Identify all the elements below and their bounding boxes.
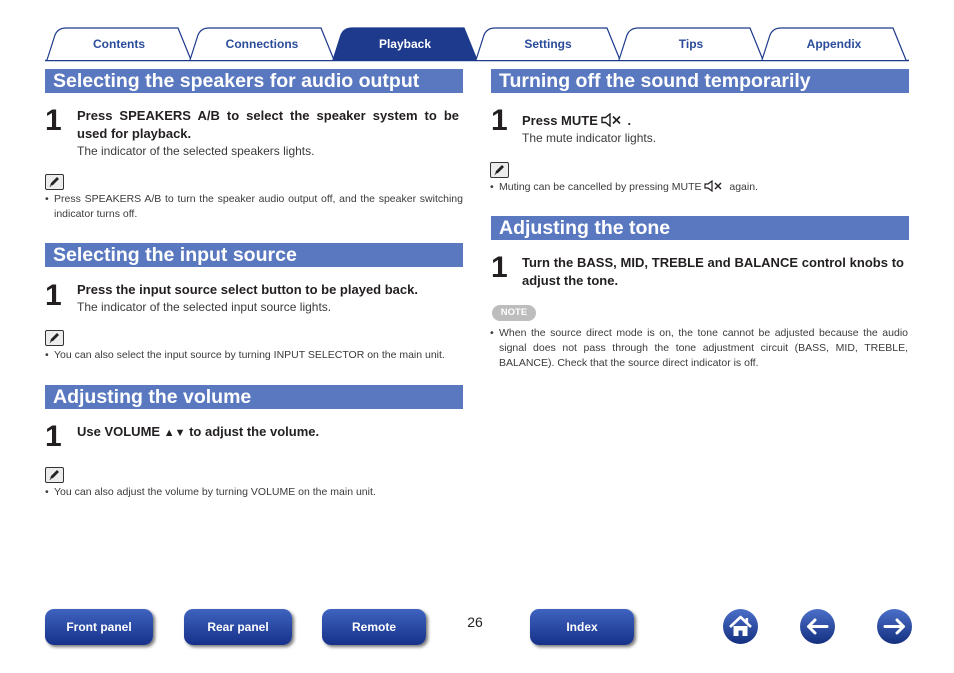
front-panel-button[interactable]: Front panel	[45, 609, 153, 645]
section-title-tone: Adjusting the tone	[491, 216, 909, 240]
note-body: When the source direct mode is on, the tone cannot be adjusted because the audio signal does not pass through the tone adjustment circuit (BASS, MID, TREBLE, BALANCE). Check that the source direct indicator is off.	[499, 327, 908, 369]
tab-playback[interactable]: Playback	[378, 37, 432, 51]
step-number: 1	[491, 251, 508, 284]
home-button[interactable]	[722, 608, 759, 645]
note-bullet: •	[490, 327, 494, 339]
tab-outlines	[0, 0, 954, 64]
section-title-volume: Adjusting the volume	[45, 385, 463, 409]
speaker-mute-icon	[704, 180, 726, 192]
step-number: 1	[45, 420, 62, 453]
tab-contents[interactable]: Contents	[93, 37, 145, 51]
step-instruction	[522, 112, 908, 130]
page-number: 26	[467, 614, 483, 630]
note-body-before: Muting can be cancelled by pressing MUTE	[499, 181, 705, 193]
speaker-mute-icon	[601, 113, 627, 127]
step-text-before: Press MUTE	[522, 113, 602, 128]
step-instruction	[77, 423, 463, 442]
note-body: You can also adjust the volume by turning VOLUME on the main unit.	[54, 486, 376, 498]
tab-connections[interactable]: Connections	[225, 37, 299, 51]
rear-panel-button[interactable]: Rear panel	[184, 609, 292, 645]
note-body-after: again.	[726, 181, 758, 193]
note-text	[45, 348, 465, 363]
section-title-speakers: Selecting the speakers for audio output	[45, 69, 463, 93]
note-bullet: •	[490, 181, 494, 193]
tab-settings[interactable]: Settings	[524, 37, 572, 51]
index-button[interactable]: Index	[530, 609, 634, 645]
note-text	[490, 326, 908, 371]
section-title-input-source: Selecting the input source	[45, 243, 463, 267]
pencil-icon	[45, 174, 64, 190]
arrow-right-icon	[876, 608, 913, 645]
tab-appendix[interactable]: Appendix	[806, 37, 862, 51]
pencil-icon	[45, 467, 64, 483]
step-instruction: Press SPEAKERS A/B to select the speaker system to be used for playback.	[77, 108, 459, 141]
section-title-mute: Turning off the sound temporarily	[491, 69, 909, 93]
pencil-icon	[45, 330, 64, 346]
note-body: Press SPEAKERS A/B to turn the speaker audio output off, and the speaker switching indicator turns off.	[54, 193, 463, 220]
note-bullet: •	[45, 349, 49, 361]
step-text-after: to adjust the volume.	[185, 424, 320, 439]
pencil-icon	[490, 162, 509, 178]
step-instruction: Turn the BASS, MID, TREBLE and BALANCE control knobs to adjust the tone.	[522, 255, 904, 288]
step-result: The mute indicator lights.	[522, 131, 657, 145]
volume-up-down-symbol: ▲▼	[163, 427, 186, 439]
note-bullet: •	[45, 193, 49, 205]
step-number: 1	[45, 104, 62, 137]
step-text-before: Use VOLUME	[77, 424, 164, 439]
step-result: The indicator of the selected input source lights.	[77, 300, 332, 314]
step-text-after: .	[627, 113, 632, 128]
step-instruction: Press the input source select button to be played back.	[77, 282, 418, 297]
note-text	[490, 180, 910, 195]
step-result: The indicator of the selected speakers lights.	[77, 144, 315, 158]
home-icon	[722, 608, 759, 645]
step-number: 1	[45, 279, 62, 312]
arrow-left-icon	[799, 608, 836, 645]
forward-button[interactable]	[876, 608, 913, 645]
note-text	[45, 192, 463, 222]
back-button[interactable]	[799, 608, 836, 645]
tab-tips[interactable]: Tips	[678, 37, 704, 51]
note-text	[45, 485, 465, 500]
remote-button[interactable]: Remote	[322, 609, 426, 645]
tab-bar	[0, 0, 954, 64]
note-bullet: •	[45, 486, 49, 498]
note-badge: NOTE	[492, 305, 536, 321]
note-body: You can also select the input source by turning INPUT SELECTOR on the main unit.	[54, 349, 445, 361]
step-number: 1	[491, 104, 508, 137]
